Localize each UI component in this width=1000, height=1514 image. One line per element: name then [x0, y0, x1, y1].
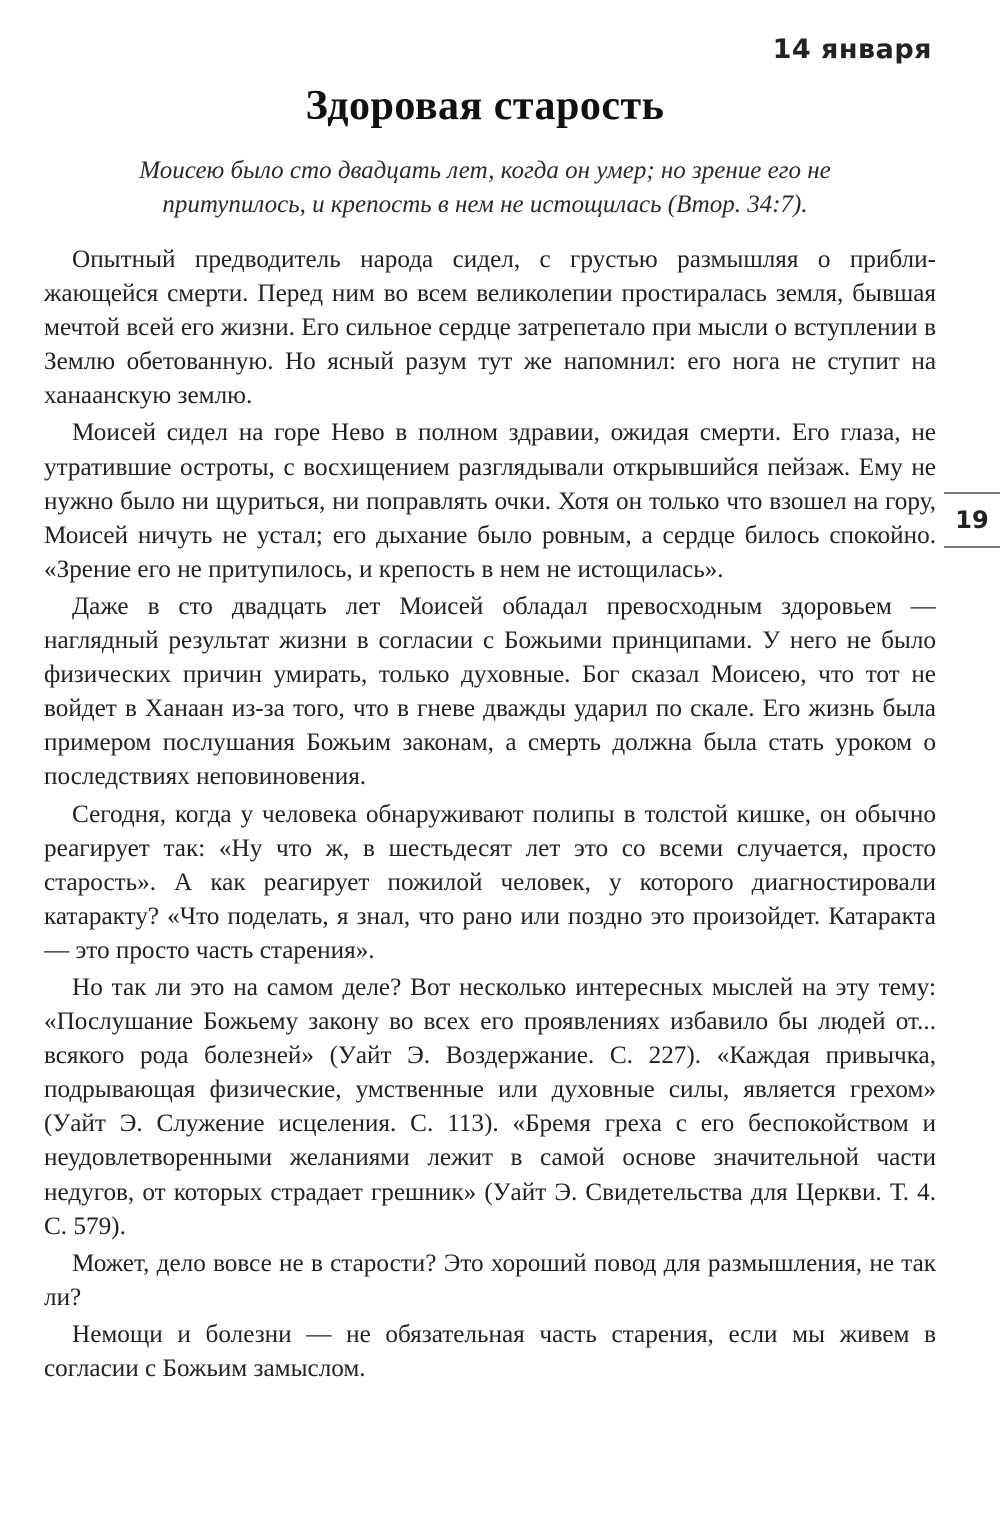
date-header: 14 января: [772, 34, 932, 65]
page-tab-bottom-rule: [944, 546, 1000, 548]
page-title: Здоровая старость: [305, 83, 665, 129]
body-text: [44, 243, 936, 1389]
epigraph-line-1: Моисею было сто двадцать лет, когда он умер; но зрение его не: [139, 157, 831, 184]
page-tab-top-rule: [944, 492, 1000, 494]
paragraph-3: Даже в сто двадцать лет Моисей обладал превосходным здоровьем — наглядный результат жизни в согласии с Божьими принципами. У него не было физических причин умирать, только духовные. Бог сказал Моисею, что тот не войдет в Ханаан из-за того, что в гневе дважды ударил по скале. Его жизнь была примером послушания Божьим законам, а смерть должна была стать уроком о последствиях неповиновения.: [44, 592, 936, 791]
page-number-tab: [944, 492, 1000, 548]
paragraph-5: Но так ли это на самом деле? Вот несколько интересных мыслей на эту тему: «Послушание Божьему закону во всех его проявлениях избавило бы людей от... всякого рода болезней» (Уайт Э. Воздержание. С. 227). «Каждая привычка, подрывающая физические, умственные или духовные силы, является грехом» (Уайт Э. Служение исцеления. С. 113). «Бремя греха с его беспокойством и неудовлетворенными желаниями лежит в самой основе значительной части недугов, от которых страдает грешник» (Уайт Э. Свидетельства для Церкви. Т. 4. С. 579).: [44, 973, 936, 1240]
epigraph-line-2: притупилось, и крепость в нем не истощилась (Втор. 34:7).: [162, 191, 808, 218]
paragraph-6: Может, дело вовсе не в старости? Это хороший повод для размышления, не так ли?: [44, 1249, 936, 1311]
paragraph-7: Немощи и болезни — не обязательная часть старения, если мы живем в согласии с Божьим замыслом.: [44, 1320, 936, 1382]
paragraph-4: Сегодня, когда у человека обнаруживают полипы в толстой кишке, он обычно реагирует так: «Ну что ж, в шестьдесят лет это со всеми случается, просто старость». А как реагирует пожилой человек, у которого диагностировали катаракту? «Что поделать, я знал, что рано или поздно это произойдет. Катаракта — это просто часть старения».: [44, 800, 936, 964]
epigraph: [80, 154, 890, 222]
paragraph-1: Опытный предводитель народа сидел, с грустью размышляя о приближающейся смерти. Перед ним во всем великолепии простиралась земля, бывшая мечтой всей его жизни. Его сильное сердце затрепетало при мысли о вступлении в Землю обетованную. Но ясный разум тут же напомнил: его нога не ступит на ханаанскую землю.: [44, 246, 936, 410]
page-number: 19: [955, 506, 989, 534]
paragraph-2: Моисей сидел на горе Нево в полном здравии, ожидая смерти. Его глаза, не утратившие остроты, с восхищением разглядывали открывшийся пейзаж. Ему не нужно было ни щуриться, ни поправлять очки. Хотя он только что взошел на гору, Моисей ничуть не устал; его дыхание было ровным, а сердце билось спокойно. «Зрение его не притупилось, и крепость в нем не истощилась».: [44, 419, 936, 583]
